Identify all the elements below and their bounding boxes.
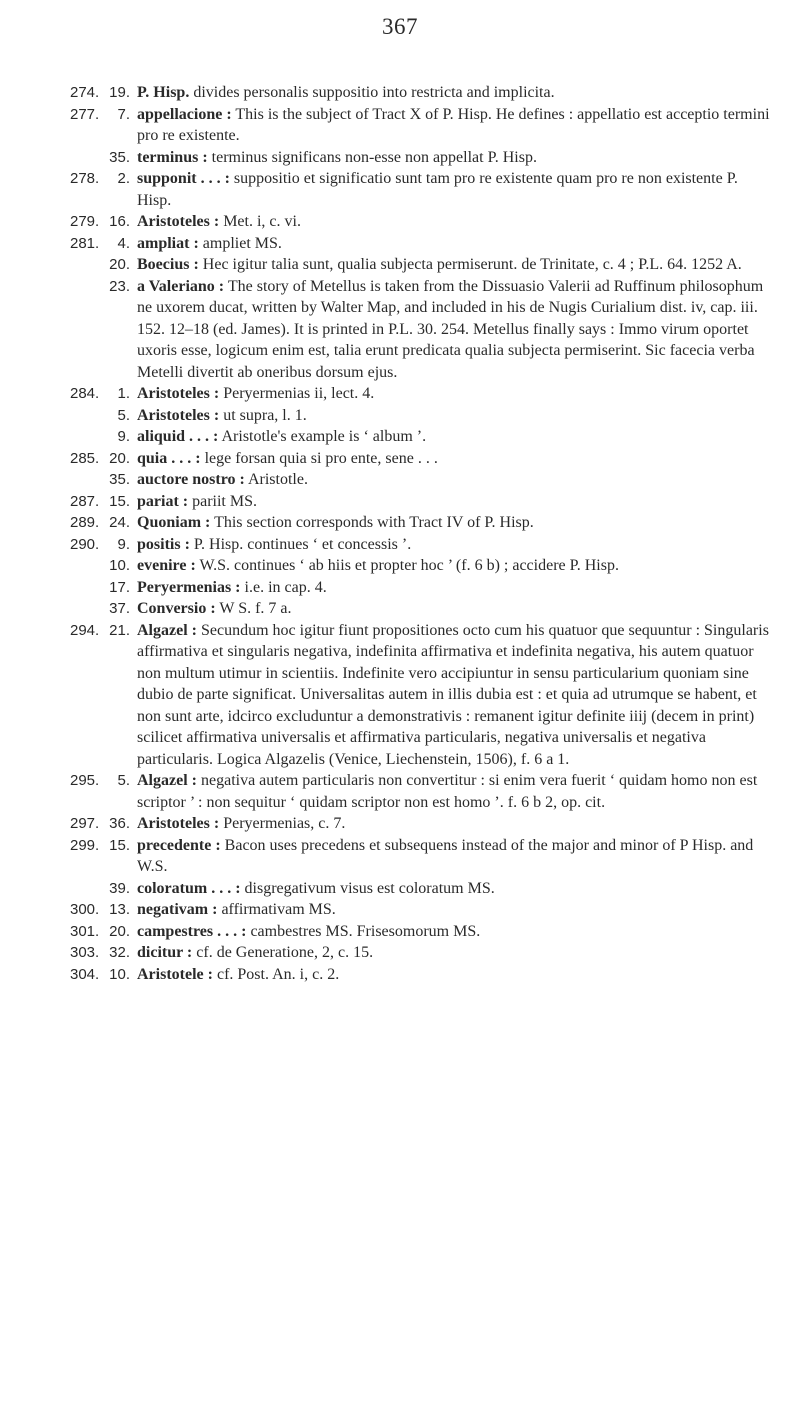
note-page-ref: 301. [70, 922, 100, 940]
note-page-ref [70, 469, 102, 491]
note-page-ref: 277. [70, 105, 100, 123]
note-body [137, 964, 770, 986]
note-text: cf. Post. An. i, c. 2. [216, 965, 340, 983]
note-page-ref: 303. [70, 944, 100, 961]
note-line-ref: 10. [109, 557, 130, 574]
note-page-ref: 304. [70, 965, 100, 983]
note-page-ref: 300. [70, 901, 100, 918]
note-page-ref: 294. [70, 621, 100, 639]
note-entry [70, 383, 770, 405]
note-line-ref: 5. [117, 772, 130, 789]
note-line-ref: 13. [109, 901, 130, 918]
note-text: W.S. continues ‘ ab hiis et propter hoc ’ (f. 6 b) ; accidere P. Hisp. [199, 557, 619, 574]
note-line-ref: 15. [109, 492, 130, 510]
note-body [137, 448, 770, 470]
note-page-ref: 290. [70, 535, 100, 553]
note-entry [70, 448, 770, 470]
note-text: negativa autem particularis non convertitur : si enim vera fuerit ‘ quidam homo non est scriptor ’ : non sequitur ‘ quidam scriptor non est homo ’. f. 6 b 2, op. cit. [137, 772, 758, 811]
note-body [137, 620, 770, 771]
note-line-ref: 21. [109, 621, 130, 639]
note-text: pariit MS. [192, 492, 257, 510]
note-page-ref: 289. [70, 514, 100, 531]
note-text: lege forsan quia si pro ente, sene . . . [204, 449, 438, 467]
note-lemma: dicitur : [137, 944, 193, 961]
note-body [137, 512, 770, 534]
note-text: i.e. in cap. 4. [244, 578, 327, 596]
note-line-ref: 9. [117, 535, 130, 553]
note-lemma: terminus : [137, 148, 208, 166]
note-line-ref: 15. [109, 836, 130, 854]
note-text: Hec igitur talia sunt, qualia subjecta permiserunt. de Trinitate, c. 4 ; P.L. 64. 1252 A. [202, 256, 742, 273]
note-entry [70, 512, 770, 534]
note-body [137, 813, 770, 835]
note-lemma: coloratum . . . : [137, 879, 241, 897]
note-body [137, 405, 770, 427]
note-lemma: ampliat : [137, 234, 199, 252]
note-entry [70, 469, 770, 491]
note-page-ref: 297. [70, 815, 100, 832]
note-text: P. Hisp. continues ‘ et concessis ’. [193, 535, 412, 553]
note-lemma: supponit . . . : [137, 170, 230, 187]
note-entry [70, 276, 770, 384]
note-page-ref: 281. [70, 234, 100, 252]
note-lemma: Peryermenias : [137, 578, 241, 596]
note-body [137, 491, 770, 513]
note-page-ref [70, 426, 102, 448]
note-page-ref: 299. [70, 836, 100, 854]
note-text: Secundum hoc igitur fiunt propositiones octo cum his quatuor que sequuntur : Singularis affirmativa et singularis negativa, indefinita affirmativa et indefinita negativa, his autem quatuor non multum utimur in scientiis. Indefinite vero accipiuntur in sensu particularium quoniam sine dubio de parte significat. Universalitas autem in illis dubia est : et quia ad utrumque se habent, et non sunt arte, idcirco excluduntur a demonstrativis : remanent igitur definite iiij (decem in print) scilicet affirmativa universalis et affirmativa particularis, negativa universalis et negativa particularis. Logica Algazelis (Venice, Liechenstein, 1506), f. 6 a 1. [137, 621, 769, 768]
note-body [137, 233, 770, 255]
note-body [137, 82, 770, 104]
note-body [137, 211, 770, 233]
note-text: affirmativam MS. [221, 901, 336, 918]
note-lemma: evenire : [137, 557, 196, 574]
note-entry [70, 813, 770, 835]
note-line-ref: 2. [117, 170, 130, 187]
note-entry [70, 964, 770, 986]
note-text: Met. i, c. vi. [223, 213, 301, 230]
note-body [137, 426, 770, 448]
note-text: ampliet MS. [202, 234, 282, 252]
note-line-ref: 39. [109, 879, 130, 897]
note-entry [70, 942, 770, 964]
note-text: Peryermenias, c. 7. [223, 815, 346, 832]
note-entry [70, 534, 770, 556]
note-lemma: P. Hisp. [137, 84, 190, 101]
note-line-ref: 10. [109, 965, 130, 983]
note-line-ref: 20. [109, 922, 130, 940]
note-entry [70, 921, 770, 943]
note-page-ref: 279. [70, 213, 100, 230]
note-lemma: auctore nostro : [137, 471, 245, 488]
note-line-ref: 5. [117, 406, 130, 424]
note-line-ref: 32. [109, 944, 130, 961]
note-body [137, 577, 770, 599]
note-page-ref: 287. [70, 492, 100, 510]
note-line-ref: 1. [117, 385, 130, 402]
note-lemma: precedente : [137, 836, 221, 854]
note-page-ref [70, 598, 102, 620]
note-text: Aristotle's example is ‘ album ’. [221, 428, 427, 445]
note-entry [70, 233, 770, 255]
note-entry [70, 211, 770, 233]
note-page-ref: 274. [70, 84, 100, 101]
note-body [137, 942, 770, 964]
note-text: cambestres MS. Frisesomorum MS. [250, 922, 481, 940]
note-body [137, 555, 770, 577]
note-lemma: Aristoteles : [137, 213, 220, 230]
note-lemma: Aristoteles : [137, 406, 220, 424]
note-entry [70, 577, 770, 599]
note-page-ref: 284. [70, 385, 100, 402]
note-entry [70, 491, 770, 513]
note-text: Bacon uses precedens et subsequens instead of the major and minor of P Hisp. and W.S. [137, 836, 754, 875]
note-lemma: Quoniam : [137, 514, 211, 531]
note-entry [70, 620, 770, 771]
note-entry [70, 878, 770, 900]
note-text: Peryermenias ii, lect. 4. [223, 385, 375, 402]
note-line-ref: 36. [109, 815, 130, 832]
note-lemma: negativam : [137, 901, 218, 918]
note-entry [70, 104, 770, 147]
note-entry [70, 555, 770, 577]
note-lemma: pariat : [137, 492, 189, 510]
note-body [137, 104, 770, 147]
note-lemma: Aristoteles : [137, 385, 220, 402]
note-lemma: Aristoteles : [137, 815, 220, 832]
note-page-ref: 278. [70, 170, 100, 187]
note-lemma: positis : [137, 535, 190, 553]
note-line-ref: 37. [109, 600, 130, 617]
note-body [137, 276, 770, 384]
note-entry [70, 147, 770, 169]
note-body [137, 598, 770, 620]
note-body [137, 147, 770, 169]
note-text: This section corresponds with Tract IV of P. Hisp. [214, 514, 534, 531]
note-entry [70, 254, 770, 276]
note-body [137, 899, 770, 921]
note-line-ref: 19. [109, 84, 130, 101]
note-line-ref: 4. [117, 234, 130, 252]
note-page-ref: 295. [70, 772, 100, 789]
note-line-ref: 16. [109, 213, 130, 230]
note-text: divides personalis suppositio into restricta and implicita. [193, 84, 555, 101]
note-lemma: aliquid . . . : [137, 428, 219, 445]
note-lemma: Boecius : [137, 256, 199, 273]
note-line-ref: 7. [117, 105, 130, 123]
note-lemma: campestres . . . : [137, 922, 247, 940]
note-text: W S. f. 7 a. [219, 600, 292, 617]
note-lemma: appellacione : [137, 105, 232, 123]
note-entry [70, 598, 770, 620]
note-lemma: a Valeriano : [137, 277, 225, 295]
note-body [137, 469, 770, 491]
note-text: The story of Metellus is taken from the Dissuasio Valerii ad Ruffinum philosophum ne uxorem ducat, written by Walter Map, and included in his de Nugis Curialium dist. iv, cap. iii. 152. 12–18 (ed. James). It is printed in P.L. 30. 254. Metellus finally says : Immo virum oportet uxoris esse, logicum enim est, talia erunt predicata qualia subjecta permiserint. Sic facecia verba Metelli divertit ab oneribus dorsum ejus. [137, 277, 764, 381]
note-body [137, 835, 770, 878]
note-entry [70, 168, 770, 211]
note-page-ref [70, 276, 102, 384]
note-line-ref: 20. [109, 449, 130, 467]
note-text: suppositio et significatio sunt tam pro re existente quam pro re non existente P. Hisp. [137, 170, 738, 209]
note-lemma: Algazel : [137, 621, 197, 639]
note-page-ref [70, 577, 102, 599]
note-line-ref: 23. [109, 277, 130, 295]
note-text: Aristotle. [247, 471, 308, 488]
notes-list [70, 82, 770, 985]
note-line-ref: 17. [109, 578, 130, 596]
note-line-ref: 20. [109, 256, 130, 273]
note-line-ref: 35. [109, 148, 130, 166]
note-entry [70, 835, 770, 878]
note-body [137, 921, 770, 943]
note-line-ref: 35. [109, 471, 130, 488]
note-lemma: Conversio : [137, 600, 216, 617]
note-body [137, 770, 770, 813]
note-text: This is the subject of Tract X of P. Hisp. He defines : appellatio est acceptio termini pro re existente. [137, 105, 770, 144]
note-lemma: Aristotele : [137, 965, 213, 983]
note-entry [70, 82, 770, 104]
note-line-ref: 24. [109, 514, 130, 531]
note-page-ref [70, 405, 102, 427]
note-page-ref [70, 254, 102, 276]
note-page-ref: 285. [70, 449, 100, 467]
note-text: disgregativum visus est coloratum MS. [244, 879, 495, 897]
note-line-ref: 9. [117, 428, 130, 445]
note-body [137, 383, 770, 405]
note-text: cf. de Generatione, 2, c. 15. [196, 944, 374, 961]
note-body [137, 254, 770, 276]
note-entry [70, 405, 770, 427]
note-page-ref [70, 555, 102, 577]
note-body [137, 534, 770, 556]
note-text: terminus significans non-esse non appellat P. Hisp. [211, 148, 537, 166]
note-lemma: Algazel : [137, 772, 197, 789]
page-number: 367 [382, 14, 418, 39]
note-entry [70, 426, 770, 448]
note-entry [70, 899, 770, 921]
note-body [137, 878, 770, 900]
note-entry [70, 770, 770, 813]
note-page-ref [70, 878, 102, 900]
note-page-ref [70, 147, 102, 169]
note-lemma: quia . . . : [137, 449, 201, 467]
note-body [137, 168, 770, 211]
note-text: ut supra, l. 1. [223, 406, 307, 424]
